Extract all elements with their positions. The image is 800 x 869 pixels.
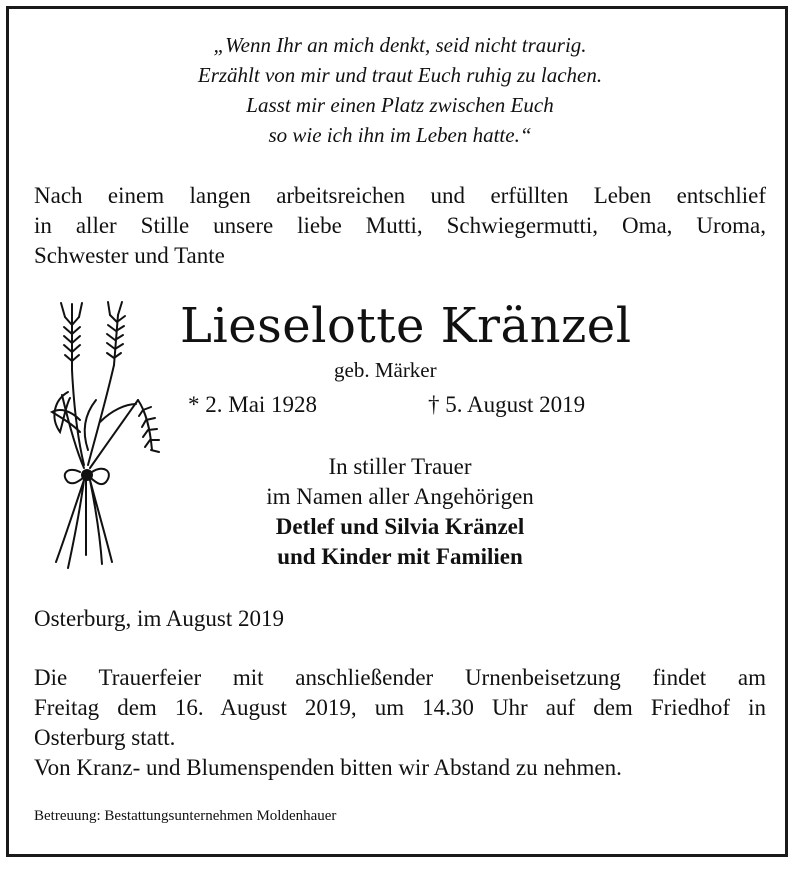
ceremony-line: Die Trauerfeier mit anschließender Urnenbeisetzung findet am xyxy=(34,665,766,690)
mourning-block xyxy=(200,452,600,572)
ceremony-line: Osterburg statt. xyxy=(34,725,176,750)
family-name: und Kinder mit Familien xyxy=(277,544,523,569)
ceremony-paragraph xyxy=(34,663,766,783)
intro-paragraph xyxy=(34,181,766,271)
ceremony-line: Von Kranz- und Blumenspenden bitten wir Abstand zu nehmen. xyxy=(34,755,622,780)
poem-line: Lasst mir einen Platz zwischen Euch xyxy=(246,93,554,117)
wheat-sheaf-icon xyxy=(40,300,170,575)
poem-line: Erzählt von mir und traut Euch ruhig zu lachen. xyxy=(197,63,603,87)
intro-line: Schwester und Tante xyxy=(34,243,225,268)
maiden-name: geb. Märker xyxy=(334,358,437,382)
mourning-line: In stiller Trauer xyxy=(328,454,472,479)
poem-line: „Wenn Ihr an mich denkt, seid nicht traurig. xyxy=(213,33,587,57)
death-date: † 5. August 2019 xyxy=(428,392,586,417)
place-date: Osterburg, im August 2019 xyxy=(34,606,285,631)
deceased-name: Lieselotte Kränzel xyxy=(180,298,632,354)
ceremony-line: Freitag dem 16. August 2019, um 14.30 Uhr auf dem Friedhof in xyxy=(34,695,766,720)
poem-line: so wie ich ihn im Leben hatte.“ xyxy=(268,123,532,147)
memorial-poem xyxy=(0,30,800,150)
intro-line: in aller Stille unsere liebe Mutti, Schwiegermutti, Oma, Uroma, xyxy=(34,213,766,238)
care-note: Betreuung: Bestattungsunternehmen Moldenhauer xyxy=(34,808,337,824)
family-name: Detlef und Silvia Kränzel xyxy=(275,514,525,539)
mourning-line: im Namen aller Angehörigen xyxy=(266,484,534,509)
intro-line: Nach einem langen arbeitsreichen und erfüllten Leben entschlief xyxy=(34,183,766,208)
birth-date: * 2. Mai 1928 xyxy=(188,392,318,417)
